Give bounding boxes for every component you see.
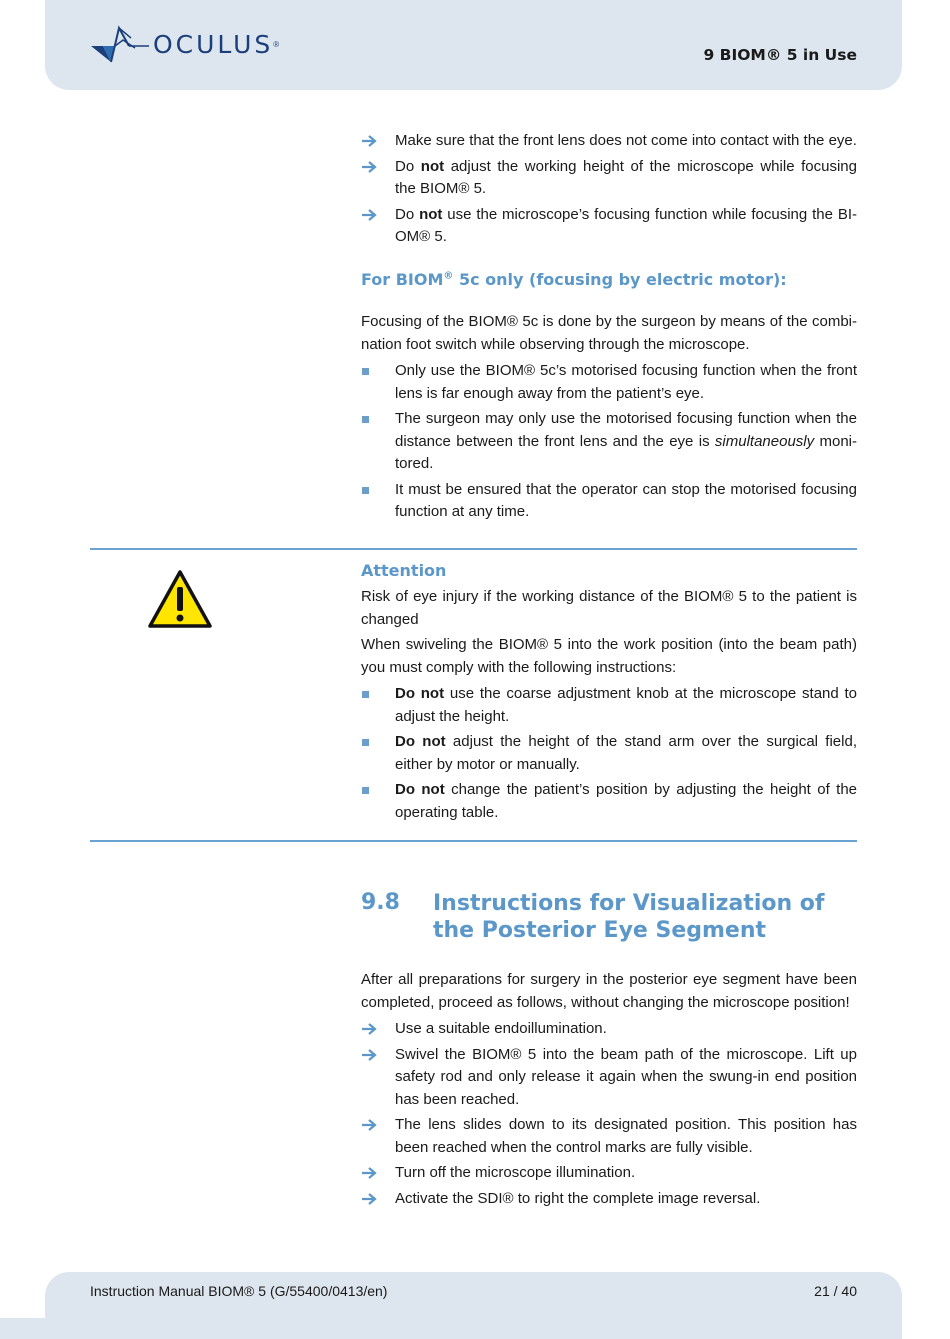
footer-document-title: Instruction Manual BIOM® 5 (G/55400/0413/en) xyxy=(90,1283,388,1299)
arrow-right-icon xyxy=(361,208,377,222)
list-item: The surgeon may only use the motorised focusing function when the distance between the front lens and the eye is simultaneously moni-tored. xyxy=(361,408,857,476)
section-intro: After all preparations for surgery in the posterior eye segment have been completed, proceed as follows, without changing the microscope position! xyxy=(361,971,857,1011)
attention-line-1: Risk of eye injury if the working distance of the BIOM® 5 to the patient is changed xyxy=(361,588,857,628)
arrow-right-icon xyxy=(361,1048,377,1062)
square-bullet-icon xyxy=(362,739,369,746)
arrow-right-icon xyxy=(361,1022,377,1036)
page-number: 21 / 40 xyxy=(814,1283,857,1299)
arrow-right-icon xyxy=(361,1118,377,1132)
warning-triangle-icon xyxy=(147,569,213,629)
square-bullet-icon xyxy=(362,368,369,375)
oculus-logo xyxy=(89,24,279,64)
attention-top-rule xyxy=(90,548,857,550)
footer-corner-strip xyxy=(0,1318,45,1339)
arrow-right-icon xyxy=(361,1192,377,1206)
list-item: Only use the BIOM® 5c’s motorised focusing function when the front lens is far enough away from the patient’s eye. xyxy=(361,360,857,405)
attention-title: Attention xyxy=(361,561,447,580)
section-98-body xyxy=(361,969,857,1213)
motor-section-body xyxy=(361,311,857,527)
top-instruction-list xyxy=(361,130,857,252)
arrow-right-icon xyxy=(361,160,377,174)
list-item: Do not adjust the working height of the microscope while focusing the BIOM® 5. xyxy=(361,156,857,201)
motor-section-heading: For BIOM® 5c only (focusing by electric motor): xyxy=(361,270,787,289)
motor-intro: Focusing of the BIOM® 5c is done by the surgeon by means of the combi-nation foot switch while observing through the microscope. xyxy=(361,313,857,353)
square-bullet-icon xyxy=(362,787,369,794)
square-bullet-icon xyxy=(362,416,369,423)
list-item: Do not use the microscope’s focusing function while focusing the BI-OM® 5. xyxy=(361,204,857,249)
list-item: Do not use the coarse adjustment knob at the microscope stand to adjust the height. xyxy=(361,683,857,728)
arrow-right-icon xyxy=(361,1166,377,1180)
oculus-logo-icon xyxy=(89,24,151,64)
arrow-right-icon xyxy=(361,134,377,148)
list-item: Make sure that the front lens does not come into contact with the eye. xyxy=(361,130,857,153)
list-item: Turn off the microscope illumination. xyxy=(361,1162,857,1185)
attention-line-2: When swiveling the BIOM® 5 into the work position (into the beam path) you must comply with the following instructions: xyxy=(361,636,857,676)
chapter-title: 9 BIOM® 5 in Use xyxy=(703,46,857,64)
section-number: 9.8 xyxy=(361,890,400,915)
square-bullet-icon xyxy=(362,691,369,698)
list-item: Activate the SDI® to right the complete image reversal. xyxy=(361,1188,857,1211)
logo-wordmark: OCULUS xyxy=(153,29,274,59)
list-item: Do not adjust the height of the stand arm over the surgical field, either by motor or manually. xyxy=(361,731,857,776)
list-item: The lens slides down to its designated position. This position has been reached when the control marks are fully visible. xyxy=(361,1114,857,1159)
list-item: Use a suitable endoillumination. xyxy=(361,1018,857,1041)
list-item: It must be ensured that the operator can stop the motorised focusing function at any time. xyxy=(361,479,857,524)
list-item: Do not change the patient’s position by adjusting the height of the operating table. xyxy=(361,779,857,824)
page-header xyxy=(45,0,902,90)
square-bullet-icon xyxy=(362,487,369,494)
attention-box xyxy=(361,561,857,827)
logo-registered-mark: ® xyxy=(273,39,280,49)
list-item: Swivel the BIOM® 5 into the beam path of the microscope. Lift up safety rod and only release it again when the swung-in end position has been reached. xyxy=(361,1044,857,1112)
attention-bottom-rule xyxy=(90,840,857,842)
section-title: Instructions for Visualization of the Posterior Eye Segment xyxy=(433,891,825,943)
